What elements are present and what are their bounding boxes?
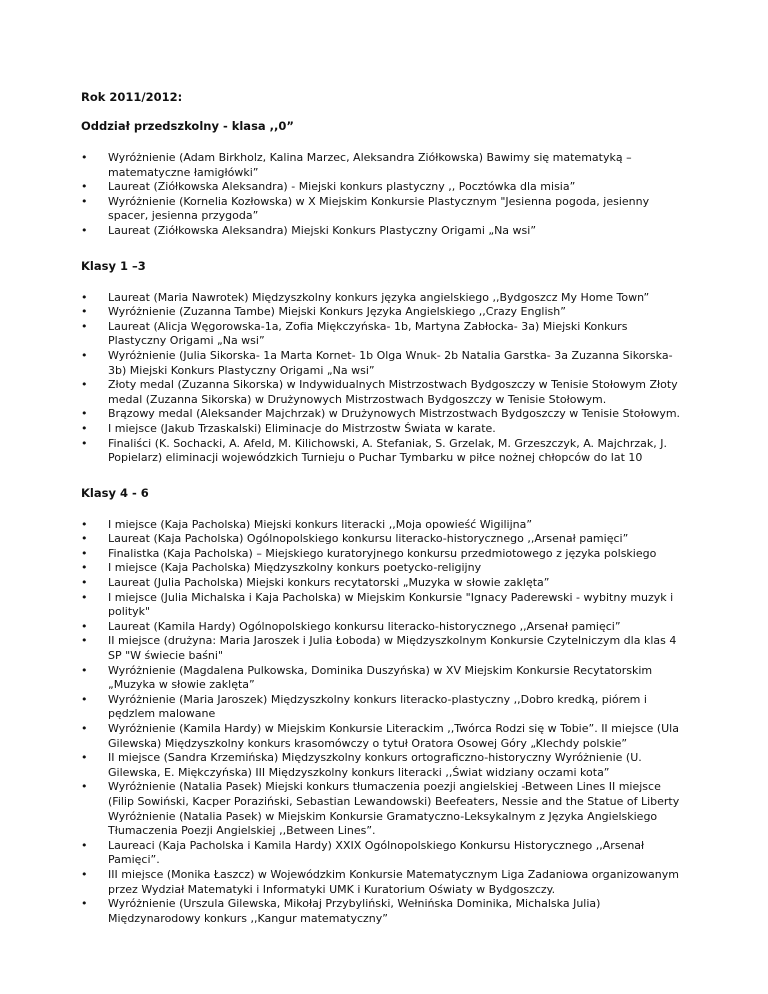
list-item: • Laureat (Alicja Węgorowska-1a, Zofia Miękczyńska- 1b, Martyna Zabłocka- 3a) Miejski Konkurs Plastyczny Origami „Na wsi” (81, 320, 683, 349)
list-item: • Laureat (Kaja Pacholska) Ogólnopolskiego konkursu literacko-historycznego ,,Arsenał pamięci” (81, 532, 683, 547)
list-item: • II miejsce (drużyna: Maria Jaroszek i Julia Łoboda) w Międzyszkolnym Konkursie Czytelniczym dla klas 4 SP "W świecie baśni" (81, 634, 683, 663)
list-item: • I miejsce (Julia Michalska i Kaja Pacholska) w Miejskim Konkursie "Ignacy Paderewski - wybitny muzyk i polityk" (81, 591, 683, 620)
list-item: • Wyróżnienie (Kornelia Kozłowska) w X Miejskim Konkursie Plastycznym "Jesienna pogoda, jesienny spacer, jesienna przygoda” (81, 195, 683, 224)
list-item: • Złoty medal (Zuzanna Sikorska) w Indywidualnych Mistrzostwach Bydgoszczy w Tenisie Stołowym Złoty medal (Zuzanna Sikorska) w Drużynowych Mistrzostwach Bydgoszczy w Tenisie Stołowym. (81, 378, 683, 407)
list-item: • Wyróżnienie (Maria Jaroszek) Międzyszkolny konkurs literacko-plastyczny ,,Dobro kredką, piórem i pędzlem malowane (81, 693, 683, 722)
list-item: • I miejsce (Jakub Trzaskalski) Eliminacje do Mistrzostw Świata w karate. (81, 422, 683, 437)
list-item: • Finalistka (Kaja Pacholska) – Miejskiego kuratoryjnego konkursu przedmiotowego z języka polskiego (81, 547, 683, 562)
grades-1-3-award-list (81, 291, 701, 466)
list-item: • II miejsce (Sandra Krzemińska) Międzyszkolny konkurs ortograficzno-historyczny Wyróżnienie (U. Gilewska, E. Miękczyńska) III Międzyszkolny konkurs literacki ,,Świat widziany oczami kota” (81, 751, 683, 780)
list-item: • Wyróżnienie (Julia Sikorska- 1a Marta Kornet- 1b Olga Wnuk- 2b Natalia Garstka- 3a Zuzanna Sikorska-3b) Miejski Konkurs Plastyczny Origami „Na wsi” (81, 349, 683, 378)
list-item: • I miejsce (Kaja Pacholska) Miejski konkurs literacki ,,Moja opowieść Wigilijna” (81, 518, 683, 533)
year-heading: Rok 2011/2012: (81, 90, 183, 104)
list-item: • Wyróżnienie (Magdalena Pulkowska, Dominika Duszyńska) w XV Miejskim Konkursie Recytatorskim „Muzyka w słowie zaklęta” (81, 664, 683, 693)
list-item: • Wyróżnienie (Zuzanna Tambe) Miejski Konkurs Języka Angielskiego ,,Crazy English” (81, 305, 683, 320)
list-item: • Finaliści (K. Sochacki, A. Afeld, M. Kilichowski, A. Stefaniak, S. Grzelak, M. Grzeszczyk, A. Majchrzak, J. Popielarz) eliminacji wojewódzkich Turnieju o Puchar Tymbarku w piłce nożnej chłopców do lat 10 (81, 437, 683, 466)
list-item: • Laureat (Ziółkowska Aleksandra) - Miejski konkurs plastyczny ,, Pocztówka dla misia” (81, 180, 683, 195)
list-item: • I miejsce (Kaja Pacholska) Międzyszkolny konkurs poetycko-religijny (81, 561, 683, 576)
list-item: • Wyróżnienie (Urszula Gilewska, Mikołaj Przybyliński, Wełnińska Dominika, Michalska Julia) Międzynarodowy konkurs ,,Kangur matematyczny” (81, 897, 683, 926)
document-page (81, 90, 701, 946)
section-title-grades-1-3: Klasy 1 –3 (81, 258, 146, 273)
list-item: • Brązowy medal (Aleksander Majchrzak) w Drużynowych Mistrzostwach Bydgoszczy w Tenisie Stołowym. (81, 407, 683, 422)
list-item: • Laureat (Ziółkowska Aleksandra) Miejski Konkurs Plastyczny Origami „Na wsi” (81, 224, 683, 239)
list-item: • Wyróżnienie (Adam Birkholz, Kalina Marzec, Aleksandra Ziółkowska) Bawimy się matematyką – matematyczne łamigłówki” (81, 151, 683, 180)
list-item: • Wyróżnienie (Kamila Hardy) w Miejskim Konkursie Literackim ,,Twórca Rodzi się w Tobie”. II miejsce (Ula Gilewska) Międzyszkolny konkurs krasomówczy o tytuł Oratora Osowej Góry „Klechdy polskie” (81, 722, 683, 751)
preschool-award-list (81, 151, 701, 239)
list-item: • Laureaci (Kaja Pacholska i Kamila Hardy) XXIX Ogólnopolskiego Konkursu Historycznego ,,Arsenał Pamięci”. (81, 839, 683, 868)
grades-4-6-award-list (81, 518, 701, 927)
list-item: • Laureat (Kamila Hardy) Ogólnopolskiego konkursu literacko-historycznego ,,Arsenał pamięci” (81, 620, 683, 635)
list-item: • Wyróżnienie (Natalia Pasek) Miejski konkurs tłumaczenia poezji angielskiej -Between Lines II miejsce (Filip Sowiński, Kacper Poraziński, Sebastian Lewandowski) Beefeaters, Nessie and the Statue of Liberty Wyróżnienie (Natalia Pasek) w Miejskim Konkursie Gramatyczno-Leksykalnym z Języka Angielskiego Tłumaczenia Poezji Angielskiej ,,Between Lines”. (81, 780, 683, 838)
section-title-grades-4-6: Klasy 4 - 6 (81, 485, 149, 500)
list-item: • III miejsce (Monika Łaszcz) w Wojewódzkim Konkursie Matematycznym Liga Zadaniowa organizowanym przez Wydział Matematyki i Informatyki UMK i Kuratorium Oświaty w Bydgoszczy. (81, 868, 683, 897)
section-title-preschool: Oddział przedszkolny - klasa ,,0” (81, 119, 294, 133)
list-item: • Laureat (Julia Pacholska) Miejski konkurs recytatorski „Muzyka w słowie zaklęta” (81, 576, 683, 591)
list-item: • Laureat (Maria Nawrotek) Międzyszkolny konkurs języka angielskiego ,,Bydgoszcz My Home Town” (81, 291, 683, 306)
